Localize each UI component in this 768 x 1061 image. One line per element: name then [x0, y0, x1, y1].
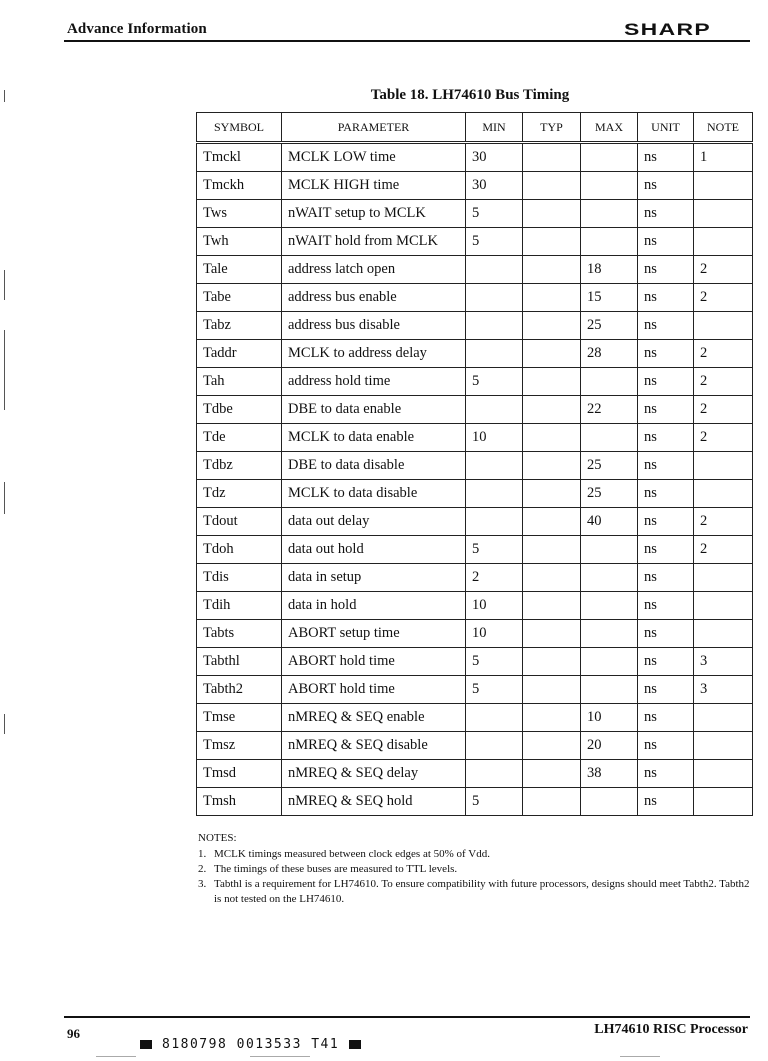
cell-typ	[523, 620, 581, 648]
cell-symbol: Tabth2	[197, 676, 282, 704]
cell-typ	[523, 676, 581, 704]
cell-max	[581, 172, 638, 200]
table-title: Table 18. LH74610 Bus Timing	[370, 87, 570, 103]
cell-min	[466, 704, 523, 732]
note-number: 3.	[198, 878, 207, 890]
cell-unit: ns	[638, 620, 694, 648]
cell-parameter: data in hold	[282, 592, 466, 620]
cell-typ	[523, 200, 581, 228]
table-row	[197, 143, 753, 172]
cell-typ	[523, 732, 581, 760]
cell-symbol: Tabz	[197, 312, 282, 340]
cell-parameter: MCLK to address delay	[282, 340, 466, 368]
table-row	[197, 172, 753, 200]
cell-unit: ns	[638, 284, 694, 312]
table-row	[197, 228, 753, 256]
cell-typ	[523, 508, 581, 536]
table-row	[197, 732, 753, 760]
cell-symbol: Twh	[197, 228, 282, 256]
cell-typ	[523, 760, 581, 788]
cell-max	[581, 788, 638, 816]
cell-typ	[523, 172, 581, 200]
cell-note: 3	[694, 648, 753, 676]
page-header-title: Advance Information	[67, 21, 207, 37]
cell-symbol: Tah	[197, 368, 282, 396]
sharp-logo: SHARP	[624, 20, 712, 39]
cell-max	[581, 368, 638, 396]
cell-unit: ns	[638, 368, 694, 396]
cell-symbol: Tmckh	[197, 172, 282, 200]
cell-unit: ns	[638, 508, 694, 536]
cell-note: 1	[694, 143, 753, 172]
cell-typ	[523, 536, 581, 564]
barcode-block	[349, 1040, 361, 1049]
note-item	[198, 847, 758, 862]
cell-note	[694, 564, 753, 592]
cell-symbol: Tmse	[197, 704, 282, 732]
column-header-note: NOTE	[694, 113, 753, 143]
header-rule	[64, 40, 750, 42]
cell-unit: ns	[638, 480, 694, 508]
cell-min: 5	[466, 228, 523, 256]
cell-max	[581, 648, 638, 676]
cell-min: 10	[466, 620, 523, 648]
cell-parameter: DBE to data disable	[282, 452, 466, 480]
cell-symbol: Tdout	[197, 508, 282, 536]
cell-min: 30	[466, 143, 523, 172]
note-item	[198, 862, 758, 877]
cell-note: 2	[694, 284, 753, 312]
cell-typ	[523, 704, 581, 732]
table-row	[197, 284, 753, 312]
cell-max: 25	[581, 480, 638, 508]
cell-parameter: MCLK to data enable	[282, 424, 466, 452]
cell-parameter: data in setup	[282, 564, 466, 592]
note-text: Tabthl is a requirement for LH74610. To ensure compatibility with future processors, designs should meet Tabth2. Tabth2 is not tested on the LH74610.	[214, 878, 750, 905]
cell-symbol: Tmsd	[197, 760, 282, 788]
cell-typ	[523, 396, 581, 424]
cell-min	[466, 256, 523, 284]
cell-min: 30	[466, 172, 523, 200]
table-row	[197, 648, 753, 676]
cell-unit: ns	[638, 788, 694, 816]
cell-parameter: nMREQ & SEQ delay	[282, 760, 466, 788]
cell-symbol: Tdoh	[197, 536, 282, 564]
table-row	[197, 256, 753, 284]
cell-symbol: Tabe	[197, 284, 282, 312]
cell-note	[694, 228, 753, 256]
cell-symbol: Tmckl	[197, 143, 282, 172]
cell-parameter: address hold time	[282, 368, 466, 396]
note-text: The timings of these buses are measured to TTL levels.	[214, 863, 458, 875]
cell-typ	[523, 368, 581, 396]
cell-note	[694, 312, 753, 340]
cell-note	[694, 760, 753, 788]
cell-symbol: Tdz	[197, 480, 282, 508]
cell-max: 10	[581, 704, 638, 732]
cell-unit: ns	[638, 172, 694, 200]
cell-note: 2	[694, 424, 753, 452]
table-row	[197, 396, 753, 424]
table-row	[197, 760, 753, 788]
table-row	[197, 536, 753, 564]
table-row	[197, 564, 753, 592]
bus-timing-table	[196, 112, 753, 816]
cell-min	[466, 732, 523, 760]
cell-symbol: Taddr	[197, 340, 282, 368]
cell-typ	[523, 564, 581, 592]
cell-min	[466, 340, 523, 368]
notes	[198, 831, 758, 907]
cell-min	[466, 480, 523, 508]
cell-typ	[523, 452, 581, 480]
barcode-block	[140, 1040, 152, 1049]
cell-symbol: Tws	[197, 200, 282, 228]
cell-symbol: Tabthl	[197, 648, 282, 676]
table-row	[197, 508, 753, 536]
cell-unit: ns	[638, 228, 694, 256]
cell-max	[581, 564, 638, 592]
footer-title: LH74610 RISC Processor	[594, 1022, 748, 1037]
barcode	[140, 1037, 361, 1052]
cell-min: 2	[466, 564, 523, 592]
cell-unit: ns	[638, 312, 694, 340]
column-header-max: MAX	[581, 113, 638, 143]
cell-symbol: Tdbe	[197, 396, 282, 424]
cell-note	[694, 788, 753, 816]
cell-typ	[523, 284, 581, 312]
column-header-typ: TYP	[523, 113, 581, 143]
table-row	[197, 368, 753, 396]
cell-typ	[523, 480, 581, 508]
cell-parameter: ABORT hold time	[282, 676, 466, 704]
cell-symbol: Tale	[197, 256, 282, 284]
cell-typ	[523, 228, 581, 256]
cell-parameter: DBE to data enable	[282, 396, 466, 424]
cell-max: 28	[581, 340, 638, 368]
cell-typ	[523, 648, 581, 676]
cell-min	[466, 312, 523, 340]
table-row	[197, 452, 753, 480]
cell-symbol: Tde	[197, 424, 282, 452]
scan-speck	[96, 1056, 136, 1057]
cell-max	[581, 228, 638, 256]
cell-unit: ns	[638, 256, 694, 284]
cell-unit: ns	[638, 592, 694, 620]
cell-symbol: Tdbz	[197, 452, 282, 480]
cell-max: 40	[581, 508, 638, 536]
cell-note: 3	[694, 676, 753, 704]
cell-max	[581, 143, 638, 172]
cell-typ	[523, 143, 581, 172]
cell-unit: ns	[638, 536, 694, 564]
cell-symbol: Tabts	[197, 620, 282, 648]
cell-parameter: MCLK HIGH time	[282, 172, 466, 200]
column-header-unit: UNIT	[638, 113, 694, 143]
cell-unit: ns	[638, 704, 694, 732]
table-row	[197, 704, 753, 732]
cell-typ	[523, 340, 581, 368]
cell-unit: ns	[638, 143, 694, 172]
cell-max: 22	[581, 396, 638, 424]
cell-max	[581, 424, 638, 452]
cell-min: 10	[466, 424, 523, 452]
table-row	[197, 676, 753, 704]
table-row	[197, 340, 753, 368]
cell-parameter: ABORT hold time	[282, 648, 466, 676]
cell-note	[694, 452, 753, 480]
scan-speck	[250, 1056, 310, 1057]
cell-typ	[523, 256, 581, 284]
cell-max	[581, 620, 638, 648]
table-row	[197, 424, 753, 452]
cell-parameter: address latch open	[282, 256, 466, 284]
cell-note: 2	[694, 340, 753, 368]
margin-mark	[4, 482, 5, 514]
cell-min: 5	[466, 676, 523, 704]
cell-parameter: nMREQ & SEQ enable	[282, 704, 466, 732]
margin-mark	[4, 330, 5, 410]
cell-typ	[523, 312, 581, 340]
cell-parameter: MCLK LOW time	[282, 143, 466, 172]
cell-symbol: Tdih	[197, 592, 282, 620]
cell-symbol: Tdis	[197, 564, 282, 592]
cell-min	[466, 508, 523, 536]
column-header-min: MIN	[466, 113, 523, 143]
scan-speck	[620, 1056, 660, 1057]
cell-parameter: MCLK to data disable	[282, 480, 466, 508]
cell-note	[694, 620, 753, 648]
cell-parameter: ABORT setup time	[282, 620, 466, 648]
cell-note: 2	[694, 536, 753, 564]
cell-symbol: Tmsz	[197, 732, 282, 760]
table-row	[197, 592, 753, 620]
cell-max: 38	[581, 760, 638, 788]
cell-unit: ns	[638, 648, 694, 676]
cell-max	[581, 676, 638, 704]
table-body	[197, 143, 753, 816]
cell-min: 5	[466, 648, 523, 676]
cell-note: 2	[694, 508, 753, 536]
cell-unit: ns	[638, 676, 694, 704]
cell-note	[694, 732, 753, 760]
note-number: 2.	[198, 863, 207, 875]
cell-symbol: Tmsh	[197, 788, 282, 816]
cell-max	[581, 200, 638, 228]
note-number: 1.	[198, 848, 207, 860]
table-row	[197, 480, 753, 508]
cell-max: 20	[581, 732, 638, 760]
cell-parameter: nMREQ & SEQ hold	[282, 788, 466, 816]
cell-min	[466, 284, 523, 312]
cell-unit: ns	[638, 200, 694, 228]
cell-min	[466, 396, 523, 424]
cell-min: 10	[466, 592, 523, 620]
footer-rule	[64, 1016, 750, 1018]
cell-typ	[523, 788, 581, 816]
cell-parameter: nMREQ & SEQ disable	[282, 732, 466, 760]
cell-typ	[523, 424, 581, 452]
cell-unit: ns	[638, 340, 694, 368]
cell-max: 15	[581, 284, 638, 312]
cell-min: 5	[466, 200, 523, 228]
table-row	[197, 788, 753, 816]
notes-list	[198, 847, 758, 907]
cell-parameter: data out hold	[282, 536, 466, 564]
cell-unit: ns	[638, 424, 694, 452]
cell-min: 5	[466, 368, 523, 396]
margin-mark	[4, 270, 5, 300]
barcode-text: 8180798 0013533 T41	[162, 1037, 340, 1052]
table-row	[197, 312, 753, 340]
cell-note	[694, 704, 753, 732]
cell-note: 2	[694, 256, 753, 284]
cell-parameter: nWAIT hold from MCLK	[282, 228, 466, 256]
cell-note	[694, 592, 753, 620]
cell-max: 25	[581, 452, 638, 480]
table-row	[197, 620, 753, 648]
note-item	[198, 877, 758, 907]
cell-parameter: address bus disable	[282, 312, 466, 340]
note-text: MCLK timings measured between clock edges at 50% of Vdd.	[214, 848, 490, 860]
column-header-symbol: SYMBOL	[197, 113, 282, 143]
table-header-row	[197, 113, 753, 143]
cell-min	[466, 760, 523, 788]
notes-title: NOTES:	[198, 832, 237, 844]
cell-parameter: data out delay	[282, 508, 466, 536]
cell-parameter: address bus enable	[282, 284, 466, 312]
cell-typ	[523, 592, 581, 620]
cell-min	[466, 452, 523, 480]
cell-max: 25	[581, 312, 638, 340]
cell-note	[694, 172, 753, 200]
cell-min: 5	[466, 536, 523, 564]
cell-note: 2	[694, 396, 753, 424]
cell-max	[581, 536, 638, 564]
column-header-parameter: PARAMETER	[282, 113, 466, 143]
cell-unit: ns	[638, 564, 694, 592]
cell-note	[694, 200, 753, 228]
cell-unit: ns	[638, 760, 694, 788]
margin-mark	[4, 714, 5, 734]
page-number: 96	[67, 1026, 80, 1041]
cell-max: 18	[581, 256, 638, 284]
cell-min: 5	[466, 788, 523, 816]
cell-note	[694, 480, 753, 508]
cell-note: 2	[694, 368, 753, 396]
cell-parameter: nWAIT setup to MCLK	[282, 200, 466, 228]
cell-unit: ns	[638, 732, 694, 760]
cell-max	[581, 592, 638, 620]
table-row	[197, 200, 753, 228]
cell-unit: ns	[638, 396, 694, 424]
cell-unit: ns	[638, 452, 694, 480]
